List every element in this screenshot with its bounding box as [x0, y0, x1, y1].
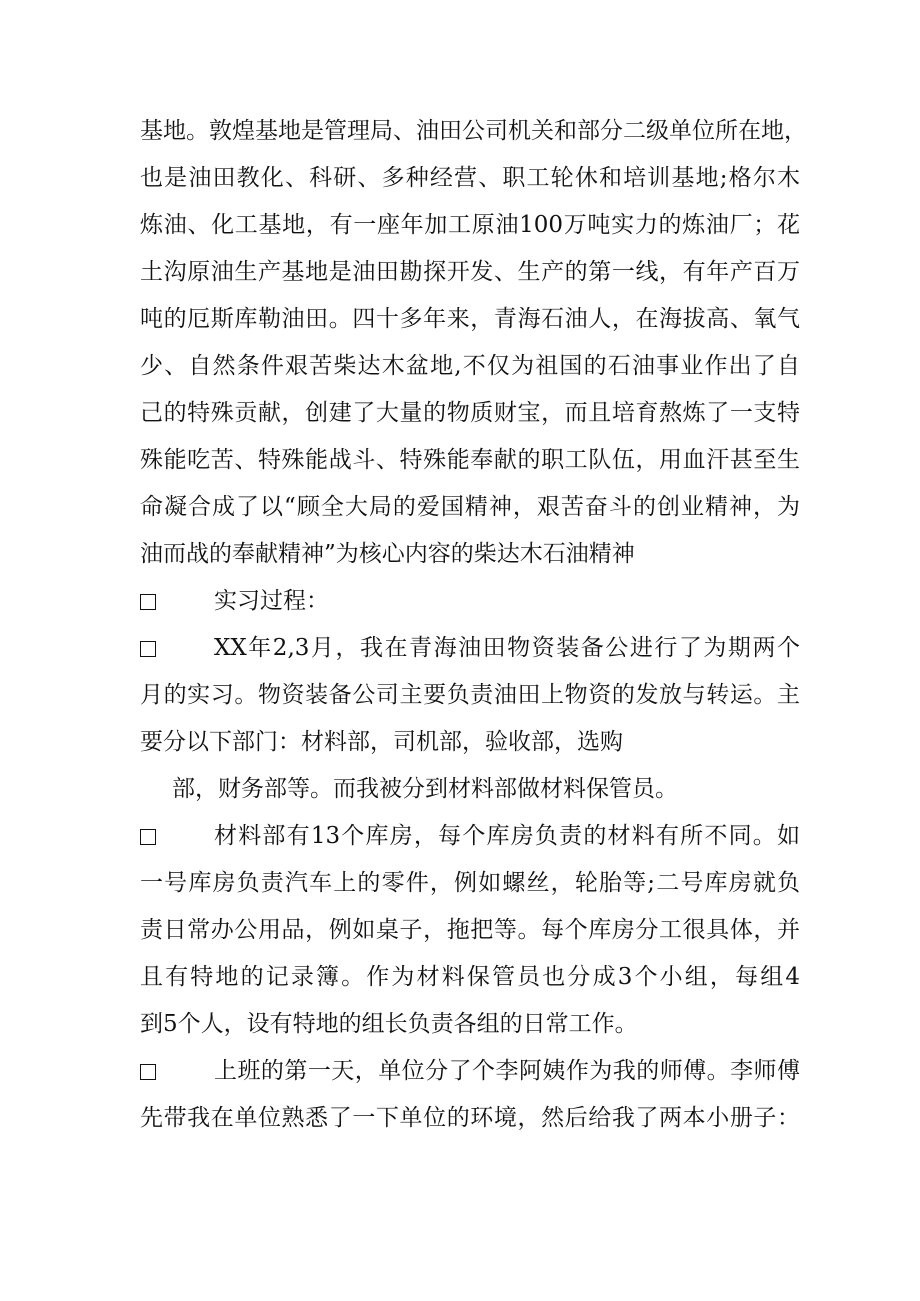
text-line: 也是油田教化、科研、多种经营、职工轮休和培训基地;格尔木 — [140, 165, 800, 191]
document-body — [140, 108, 807, 1142]
text-line: 己的特殊贡献，创建了大量的物质财宝，而且培育熬炼了一支特 — [140, 400, 800, 426]
text-line: 殊能吃苦、特殊能战斗、特殊能奉献的职工队伍，用血汗甚至生 — [140, 447, 800, 473]
section-heading — [140, 578, 800, 625]
checkbox-icon — [140, 641, 156, 657]
text-line: 炼油、化工基地，有一座年加工原油100万吨实力的炼油厂；花 — [140, 212, 800, 238]
text-line: 少、自然条件艰苦柴达木盆地,不仅为祖国的石油事业作出了自 — [140, 353, 800, 379]
text-line: 责日常办公用品，例如桌子，拖把等。每个库房分工很具体，并 — [140, 917, 800, 943]
text-line: 吨的厄斯库勒油田。四十多年来，青海石油人，在海拔高、氧气 — [140, 306, 800, 332]
checkbox-icon — [140, 1064, 156, 1080]
text-line: 要分以下部门：材料部，司机部，验收部，选购 — [140, 729, 623, 755]
text-line: 油而战的奉献精神”为核心内容的柴达木石油精神 — [140, 541, 635, 567]
text-line: 到5个人，设有特地的组长负责各组的日常工作。 — [140, 1011, 638, 1037]
paragraph-internship-period — [140, 625, 800, 813]
text-line: 月的实习。物资装备公司主要负责油田上物资的发放与转运。主 — [140, 682, 800, 708]
checkbox-icon — [140, 829, 156, 845]
paragraph-first-line — [140, 1048, 800, 1095]
text-line: 先带我在单位熟悉了一下单位的环境，然后给我了两本小册子： — [140, 1105, 800, 1131]
paragraph-materials-department — [140, 813, 800, 1048]
paragraph-first-line — [140, 813, 800, 860]
text-line: 上班的第一天，单位分了个李阿姨作为我的师傅。李师傅 — [214, 1058, 800, 1084]
text-line: 一号库房负责汽车上的零件，例如螺丝，轮胎等;二号库房就负 — [140, 870, 800, 896]
text-line: 且有特地的记录簿。作为材料保管员也分成3个小组，每组4 — [140, 964, 800, 990]
checkbox-icon — [140, 594, 156, 610]
paragraph-first-line — [140, 625, 800, 672]
text-line: 材料部有13个库房，每个库房负责的材料有所不同。如 — [214, 823, 800, 849]
text-line: 部，财务部等。而我被分到材料部做材料保管员。 — [172, 776, 678, 802]
text-line: 基地。敦煌基地是管理局、油田公司机关和部分二级单位所在地， — [140, 118, 807, 144]
text-line: 土沟原油生产基地是油田勘探开发、生产的第一线，有年产百万 — [140, 259, 800, 285]
text-line: XX年2,3月，我在青海油田物资装备公进行了为期两个 — [214, 635, 800, 661]
paragraph-first-day — [140, 1048, 800, 1142]
section-heading-text: 实习过程： — [214, 588, 329, 614]
text-line: 命凝合成了以“顾全大局的爱国精神，艰苦奋斗的创业精神，为 — [140, 494, 800, 520]
intro-paragraph — [140, 108, 807, 578]
